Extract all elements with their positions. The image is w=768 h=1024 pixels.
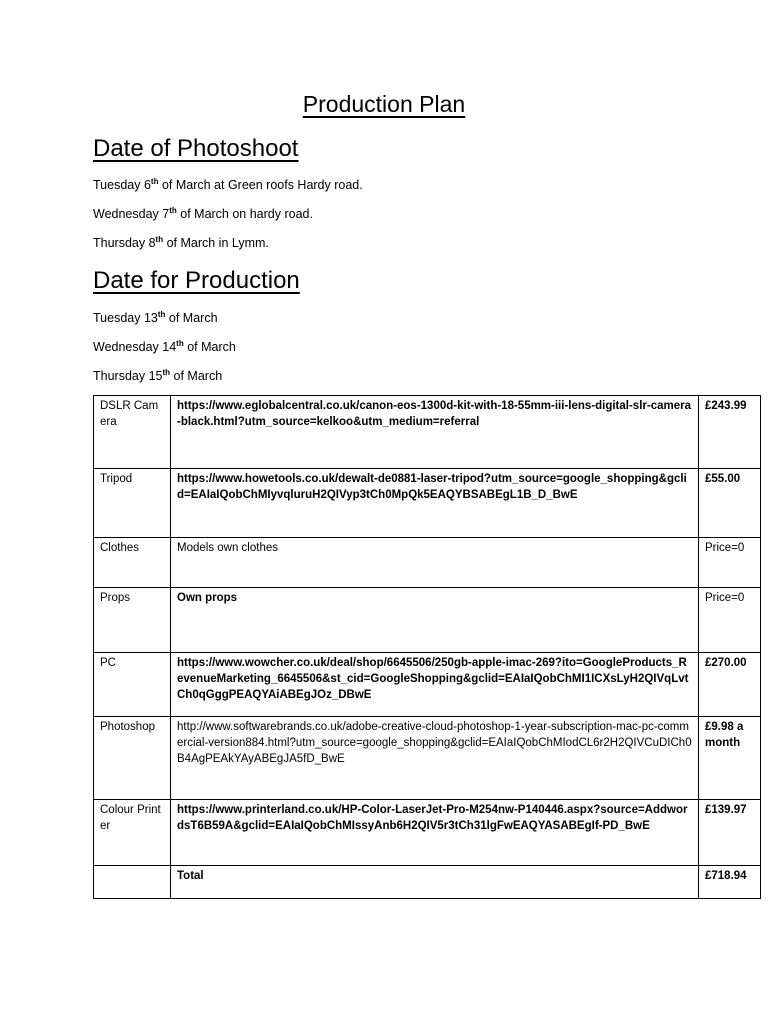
- table-row: [94, 588, 761, 653]
- item-name: DSLR Camera: [94, 396, 171, 469]
- production-date-3: Thursday 15th of March: [93, 368, 223, 383]
- table-row: [94, 653, 761, 717]
- item-link: Models own clothes: [171, 538, 699, 588]
- production-date-2: Wednesday 14th of March: [93, 339, 236, 354]
- equipment-cost-table: [93, 395, 761, 899]
- photoshoot-heading: Date of Photoshoot: [93, 135, 299, 162]
- production-heading: Date for Production: [93, 267, 300, 294]
- total-row: [94, 866, 761, 899]
- item-name: Tripod: [94, 469, 171, 538]
- table-row: [94, 538, 761, 588]
- table-row: [94, 396, 761, 469]
- item-link: https://www.eglobalcentral.co.uk/canon-eos-1300d-kit-with-18-55mm-iii-lens-digital-slr-camera-black.html?utm_source=kelkoo&utm_medium=referral: [171, 396, 699, 469]
- item-price: £139.97: [699, 800, 761, 866]
- item-name: Props: [94, 588, 171, 653]
- item-link: https://www.wowcher.co.uk/deal/shop/6645506/250gb-apple-imac-269?ito=GoogleProducts_RevenueMarketing_6645506&st_cid=GoogleShopping&gclid=EAIaIQobChMI1ICXsLyH2QIVqLvtCh0qGggPEAQYAiABEgJOz_DBwE: [171, 653, 699, 717]
- item-link: https://www.printerland.co.uk/HP-Color-LaserJet-Pro-M254nw-P140446.aspx?source=AddwordsT6B59A&gclid=EAIaIQobChMIssyAnb6H2QIV5r3tCh31lgFwEAQYASABEgIf-PD_BwE: [171, 800, 699, 866]
- page-title-text: Production Plan: [302, 91, 466, 117]
- photoshoot-date-1: Tuesday 6th of March at Green roofs Hardy road.: [93, 177, 363, 192]
- item-price: Price=0: [699, 588, 761, 653]
- item-price: Price=0: [699, 538, 761, 588]
- photoshoot-date-2: Wednesday 7th of March on hardy road.: [93, 206, 313, 221]
- total-empty-cell: [94, 866, 171, 899]
- item-price: £243.99: [699, 396, 761, 469]
- item-price: £270.00: [699, 653, 761, 717]
- item-price: £55.00: [699, 469, 761, 538]
- item-name: Photoshop: [94, 717, 171, 800]
- item-link: https://www.howetools.co.uk/dewalt-de0881-laser-tripod?utm_source=google_shopping&gclid=EAIaIQobChMIyvqluruH2QIVyp3tCh0MpQk5EAQYBSABEgL1B_D_BwE: [171, 469, 699, 538]
- item-name: PC: [94, 653, 171, 717]
- table-row: [94, 800, 761, 866]
- production-date-1: Tuesday 13th of March: [93, 310, 218, 325]
- item-link: Own props: [171, 588, 699, 653]
- table-row: [94, 717, 761, 800]
- item-name: Colour Printer: [94, 800, 171, 866]
- item-price: £9.98 a month: [699, 717, 761, 800]
- total-label: Total: [171, 866, 699, 899]
- table-row: [94, 469, 761, 538]
- item-name: Clothes: [94, 538, 171, 588]
- item-link: http://www.softwarebrands.co.uk/adobe-creative-cloud-photoshop-1-year-subscription-mac-pc-commercial-version884.html?utm_source=google_shopping&gclid=EAIaIQobChMIodCL6r2H2QIVCuDICh0B4AgPEAkYAyABEgJA5fD_BwE: [171, 717, 699, 800]
- page-title: [0, 89, 768, 119]
- photoshoot-date-3: Thursday 8th of March in Lymm.: [93, 235, 269, 250]
- total-price: £718.94: [699, 866, 761, 899]
